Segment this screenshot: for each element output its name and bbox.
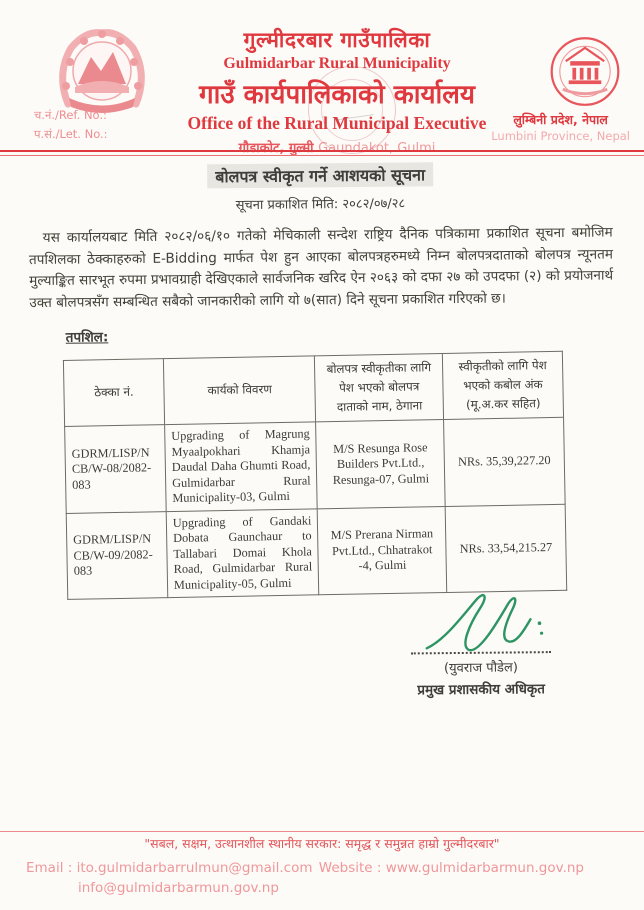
amount-cell: NRs. 35,39,227.20 [444, 417, 566, 506]
round-stamp-icon [308, 66, 396, 154]
published-date: सूचना प्रकाशित मिति: २०८२/०७/२८ [235, 196, 406, 214]
signature-block [361, 627, 602, 699]
header-bid-amount: स्वीकृतीको लागि पेश भएको कबोल अंक (मू.अ.कर सहित) [442, 351, 563, 419]
municipality-name-nepali: गुल्मीदरबार गाउँपालिका [243, 28, 431, 52]
page-footer [0, 831, 644, 898]
work-description-cell: Upgrading of Magrung Myaalpokhari Khamja Daudal Daha Ghumti Road, Gulmidarbar Rural Municipality-03, Gulmi [165, 422, 318, 511]
municipality-motto: "सबल, सक्षम, उत्थानशील स्थानीय सरकार: समृद्ध र समुन्नत हाम्रो गुल्मीदरबार" [144, 836, 500, 851]
municipality-seal-icon [548, 36, 622, 110]
ref-no-label: च.नं./Ref. No.: [34, 108, 107, 122]
notice-body-paragraph: यस कार्यालयबाट मिति २०८२/०६/१० गतेको मेचिकाली सन्देश राष्ट्रिय दैनिक पत्रिकामा प्रकाशित सूचना बमोजिम तपशिलका ठेक्काहरुको E-Bidding मार्फत पेश हुन आएका बोलपत्रहरुमध्ये निम्न बोलपत्रदाताको बोलपत्र न्यूनतम मुल्याङ्कित सारभूत रुपमा प्रभावग्राही देखिएकाले सार्वजनिक खरिद ऐन २०६३ को दफा २७ को उपदफा (२) को प्रयोजनार्थ उक्त बोलपत्रसँग सम्बन्धित सबैको जानकारीको लागि यो ७(सात) दिने सूचना प्रकाशित गरिएको छ। [28, 224, 614, 311]
reference-numbers [34, 106, 108, 144]
signatory-designation: प्रमुख प्रशासकीय अधिकृत [417, 681, 545, 699]
table-row [65, 417, 566, 513]
municipality-name-english: Gulmidarbar Rural Municipality [223, 55, 451, 72]
website-contact [319, 858, 584, 898]
website-label: Website : [318, 860, 382, 876]
footer-divider [0, 831, 644, 832]
header-work-description: कार्यको विवरण [163, 356, 316, 425]
header-divider [0, 150, 644, 156]
signatory-name: (युवराज पौडेल) [443, 660, 518, 677]
notice-content [0, 160, 644, 702]
address-english: Gaundakot, Gulmi [318, 141, 436, 156]
province-nepali: लुम्बिनी प्रदेश, नेपाल [513, 112, 608, 127]
website-url: www.gulmidarbarmun.gov.np [385, 860, 584, 876]
contract-no-cell: GDRM/LISP/N CB/W-09/2082-083 [66, 511, 168, 599]
province-english: Lumbini Province, Nepal [491, 129, 630, 143]
email-secondary: info@gulmidarbarmun.gov.np [78, 880, 279, 896]
address-nepali: गौडाकोट, गुल्मी [238, 141, 314, 156]
header-bidder-name: बोलपत्र स्वीकृतीका लागि पेश भएको बोलपत्र दाताको नाम, ठेगाना [315, 354, 444, 422]
letter-no-label: प.सं./Let. No.: [34, 127, 108, 141]
table-header-row [63, 351, 563, 426]
email-contacts [26, 858, 313, 898]
office-name-nepali: गाउँ कार्यपालिकाको कार्यालय [199, 80, 475, 110]
office-name-english: Office of the Rural Municipal Executive [187, 113, 487, 133]
bidder-cell: M/S Resunga Rose Builders Pvt.Ltd., Resunga-07, Gulmi [316, 419, 445, 508]
signature-line [411, 627, 551, 654]
province-label [491, 112, 630, 144]
amount-cell: NRs. 33,54,215.27 [445, 504, 567, 593]
email-label: Email : [26, 860, 73, 876]
email-primary: ito.gulmidarbarrulmun@gmail.com [76, 860, 313, 876]
bidder-cell: M/S Prerana Nirman Pvt.Ltd., Chhatrakot -4, Gulmi [318, 506, 447, 595]
table-row [66, 504, 567, 600]
office-identity [152, 26, 522, 156]
work-description-cell: Upgrading of Gandaki Dobata Gaunchaur to Tallabari Domai Khola Road, Gulmidarbar Rural Municipality-05, Gulmi [166, 508, 319, 597]
contract-no-cell: GDRM/LISP/N CB/W-08/2082-083 [65, 425, 167, 513]
letterhead [0, 0, 644, 158]
bid-details-table [63, 351, 567, 600]
header-contract-no: ठेक्का नं. [63, 359, 164, 427]
details-label: तपशिल: [65, 329, 109, 346]
notice-title: बोलपत्र स्वीकृत गर्ने आशयको सूचना [207, 162, 433, 188]
